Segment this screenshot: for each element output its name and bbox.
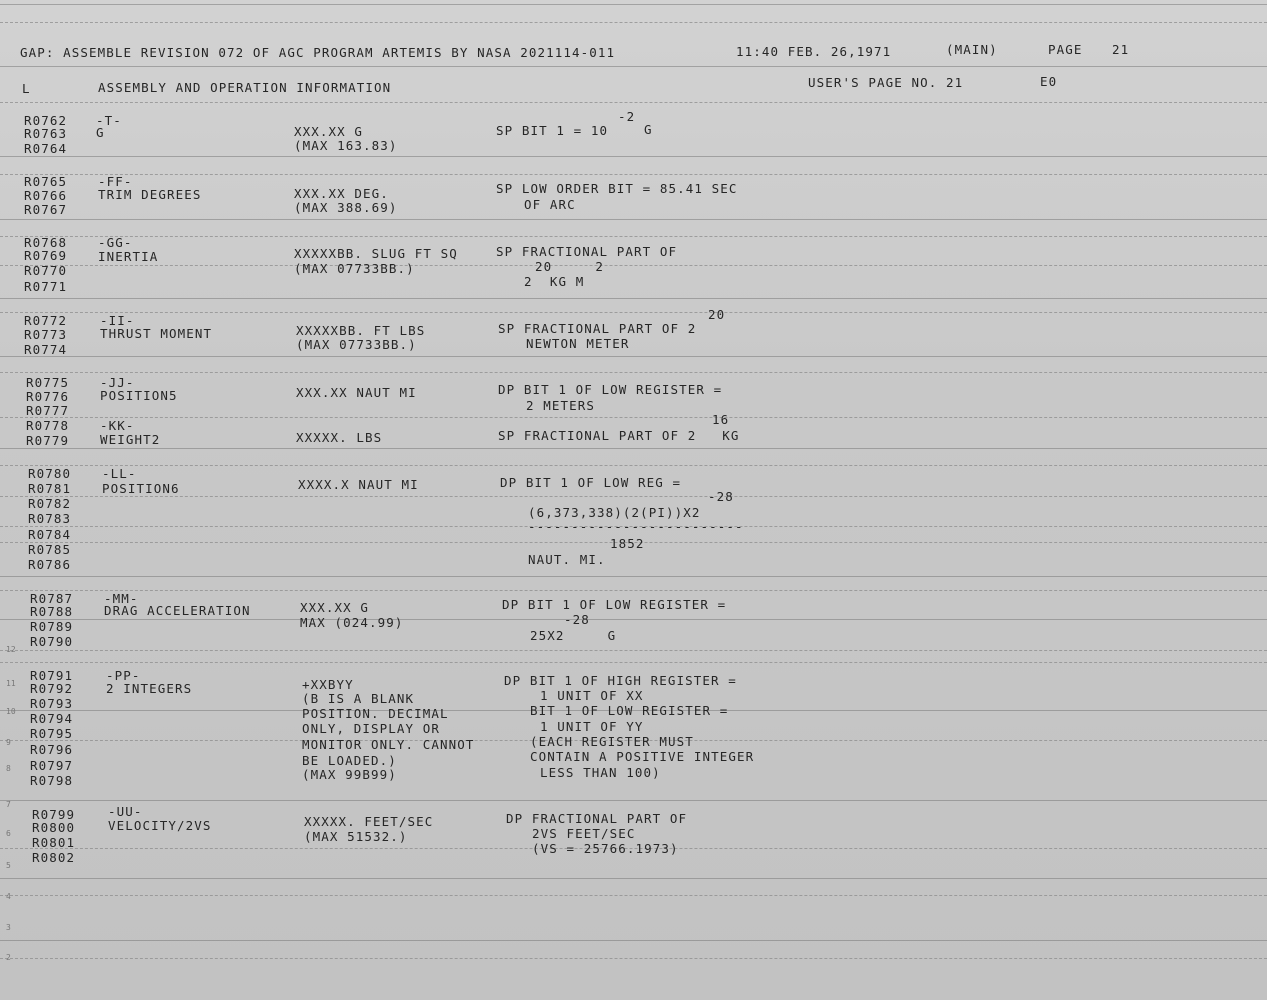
entry-format: XXXX.X NAUT MI <box>298 477 419 492</box>
line-number: R0765 <box>24 174 68 189</box>
entry-max: MAX (024.99) <box>300 615 404 630</box>
entry-note: BE LOADED.) <box>302 753 397 768</box>
subheader-code: E0 <box>1040 74 1058 89</box>
line-number: R0775 <box>26 375 70 390</box>
entry-scale-3: (VS = 25766.1973) <box>532 841 679 856</box>
entry-scale: 1 UNIT OF XX <box>540 688 644 703</box>
margin-mark: 7 <box>6 800 11 809</box>
line-number: R0799 <box>32 807 76 822</box>
entry-format: XXXXXBB. FT LBS <box>296 323 426 338</box>
line-number: R0786 <box>28 557 72 572</box>
entry-note: POSITION. DECIMAL <box>302 706 449 721</box>
entry-scale-2: NEWTON METER <box>526 336 630 351</box>
entry-format: XXX.XX DEG. <box>294 186 389 201</box>
line-number: R0779 <box>26 433 70 448</box>
entry-name: DRAG ACCELERATION <box>104 603 251 618</box>
entry-scale: SP FRACTIONAL PART OF <box>496 244 678 259</box>
entry-code: -MM- <box>104 591 139 606</box>
line-number: R0789 <box>30 619 74 634</box>
header-timestamp: 11:40 FEB. 26,1971 <box>736 44 892 59</box>
entry-format: +XXBYY <box>302 677 354 692</box>
entry-exponent: -28 <box>708 489 734 504</box>
margin-mark: 5 <box>6 861 11 870</box>
entry-scale-2: 2 METERS <box>526 398 596 413</box>
line-number: R0778 <box>26 418 70 433</box>
entry-exponent: 16 <box>712 412 730 427</box>
entry-name: G <box>96 125 105 140</box>
line-number: R0771 <box>24 279 68 294</box>
line-number: R0791 <box>30 668 74 683</box>
entry-scale: BIT 1 OF LOW REGISTER = <box>530 703 729 718</box>
line-number: R0763 <box>24 126 68 141</box>
line-number: R0780 <box>28 466 72 481</box>
line-number: R0777 <box>26 403 70 418</box>
header-page-label: PAGE <box>1048 42 1083 57</box>
entry-exponent: 20 <box>708 307 726 322</box>
entry-format: XXXXX. LBS <box>296 430 383 445</box>
line-number: R0773 <box>24 327 68 342</box>
line-number: R0776 <box>26 389 70 404</box>
entry-exponent: -28 <box>564 612 590 627</box>
entry-name: WEIGHT2 <box>100 432 161 447</box>
line-number: R0794 <box>30 711 74 726</box>
line-number: R0795 <box>30 726 74 741</box>
subheader-title: ASSEMBLY AND OPERATION INFORMATION <box>98 80 392 95</box>
entry-scale: (EACH REGISTER MUST <box>530 734 694 749</box>
entry-scale: DP BIT 1 OF LOW REGISTER = <box>498 382 723 397</box>
line-number: R0770 <box>24 263 68 278</box>
entry-format: XXX.XX G <box>294 124 364 139</box>
entry-code: -T- <box>96 113 122 128</box>
line-number: R0802 <box>32 850 76 865</box>
subheader-marker: L <box>22 81 31 96</box>
entry-scale: SP BIT 1 = 10 <box>496 123 609 138</box>
margin-mark: 6 <box>6 829 11 838</box>
entry-exponent: -2 <box>618 109 636 124</box>
entry-code: -GG- <box>98 235 133 250</box>
line-number: R0782 <box>28 496 72 511</box>
line-number: R0766 <box>24 188 68 203</box>
entry-max: (MAX 388.69) <box>294 200 398 215</box>
line-number: R0774 <box>24 342 68 357</box>
entry-unit: NAUT. MI. <box>528 552 606 567</box>
entry-format: XXXXX. FEET/SEC <box>304 814 434 829</box>
entry-scale-2: 25X2 G <box>530 628 617 643</box>
entry-note: ONLY, DISPLAY OR <box>302 721 441 736</box>
entry-scale: SP FRACTIONAL PART OF 2 <box>498 321 697 336</box>
header-section: (MAIN) <box>946 42 998 57</box>
entry-format: XXX.XX NAUT MI <box>296 385 417 400</box>
line-number: R0764 <box>24 141 68 156</box>
line-number: R0788 <box>30 604 74 619</box>
line-number: R0798 <box>30 773 74 788</box>
line-number: R0801 <box>32 835 76 850</box>
entry-max: (MAX 163.83) <box>294 138 398 153</box>
entry-name: THRUST MOMENT <box>100 326 213 341</box>
margin-mark: 9 <box>6 738 11 747</box>
entry-code: -LL- <box>102 466 137 481</box>
formula-numerator: (6,373,338)(2(PI))X2 <box>528 505 701 520</box>
line-number: R0787 <box>30 591 74 606</box>
formula-denominator: 1852 <box>610 536 645 551</box>
entry-max: (MAX 51532.) <box>304 829 408 844</box>
margin-mark: 2 <box>6 953 11 962</box>
line-number: R0767 <box>24 202 68 217</box>
entry-scale: SP LOW ORDER BIT = 85.41 SEC <box>496 181 738 196</box>
line-number: R0772 <box>24 313 68 328</box>
margin-mark: 10 <box>6 707 16 716</box>
entry-name: 2 INTEGERS <box>106 681 193 696</box>
line-number: R0800 <box>32 820 76 835</box>
entry-code: -II- <box>100 313 135 328</box>
entry-name: VELOCITY/2VS <box>108 818 212 833</box>
line-number: R0768 <box>24 235 68 250</box>
margin-mark: 3 <box>6 923 11 932</box>
line-number: R0793 <box>30 696 74 711</box>
line-number: R0790 <box>30 634 74 649</box>
entry-name: POSITION5 <box>100 388 178 403</box>
entry-scale-2: 2VS FEET/SEC <box>532 826 636 841</box>
line-number: R0769 <box>24 248 68 263</box>
entry-name: TRIM DEGREES <box>98 187 202 202</box>
entry-code: -JJ- <box>100 375 135 390</box>
entry-scale: DP BIT 1 OF LOW REG = <box>500 475 682 490</box>
entry-scale-2: 2 KG M <box>524 274 585 289</box>
line-number: R0792 <box>30 681 74 696</box>
entry-name: INERTIA <box>98 249 159 264</box>
entry-scale: 1 UNIT OF YY <box>540 719 644 734</box>
entry-max: (MAX 07733BB.) <box>296 337 417 352</box>
entry-note: MONITOR ONLY. CANNOT <box>302 737 475 752</box>
entry-code: -FF- <box>98 174 133 189</box>
entry-code: -KK- <box>100 418 135 433</box>
entry-max: (MAX 07733BB.) <box>294 261 415 276</box>
header-program: GAP: ASSEMBLE REVISION 072 OF AGC PROGRAM ARTEMIS BY NASA 2021114-011 <box>20 45 616 60</box>
entry-scale: DP FRACTIONAL PART OF <box>506 811 688 826</box>
entry-max: (MAX 99B99) <box>302 767 397 782</box>
line-number: R0785 <box>28 542 72 557</box>
entry-note: (B IS A BLANK <box>302 691 415 706</box>
line-number: R0783 <box>28 511 72 526</box>
entry-scale: CONTAIN A POSITIVE INTEGER <box>530 749 755 764</box>
entry-name: POSITION6 <box>102 481 180 496</box>
line-number: R0797 <box>30 758 74 773</box>
entry-unit: G <box>644 122 653 137</box>
header-page-number: 21 <box>1112 42 1130 57</box>
entry-format: XXX.XX G <box>300 600 370 615</box>
margin-mark: 4 <box>6 892 11 901</box>
margin-mark: 12 <box>6 645 16 654</box>
line-number: R0781 <box>28 481 72 496</box>
entry-scale-2: OF ARC <box>524 197 576 212</box>
formula-divider: ------------------------- <box>528 519 744 534</box>
entry-scale: DP BIT 1 OF HIGH REGISTER = <box>504 673 737 688</box>
margin-mark: 11 <box>6 679 16 688</box>
entry-code: -PP- <box>106 668 141 683</box>
line-number: R0784 <box>28 527 72 542</box>
entry-exponent: 20 2 <box>535 259 605 274</box>
margin-mark: 8 <box>6 764 11 773</box>
entry-scale: LESS THAN 100) <box>540 765 661 780</box>
line-number: R0762 <box>24 113 68 128</box>
entry-code: -UU- <box>108 804 143 819</box>
line-number: R0796 <box>30 742 74 757</box>
entry-scale: DP BIT 1 OF LOW REGISTER = <box>502 597 727 612</box>
entry-scale: SP FRACTIONAL PART OF 2 KG <box>498 428 740 443</box>
users-page-number: USER'S PAGE NO. 21 <box>808 75 964 90</box>
entry-format: XXXXXBB. SLUG FT SQ <box>294 246 458 261</box>
